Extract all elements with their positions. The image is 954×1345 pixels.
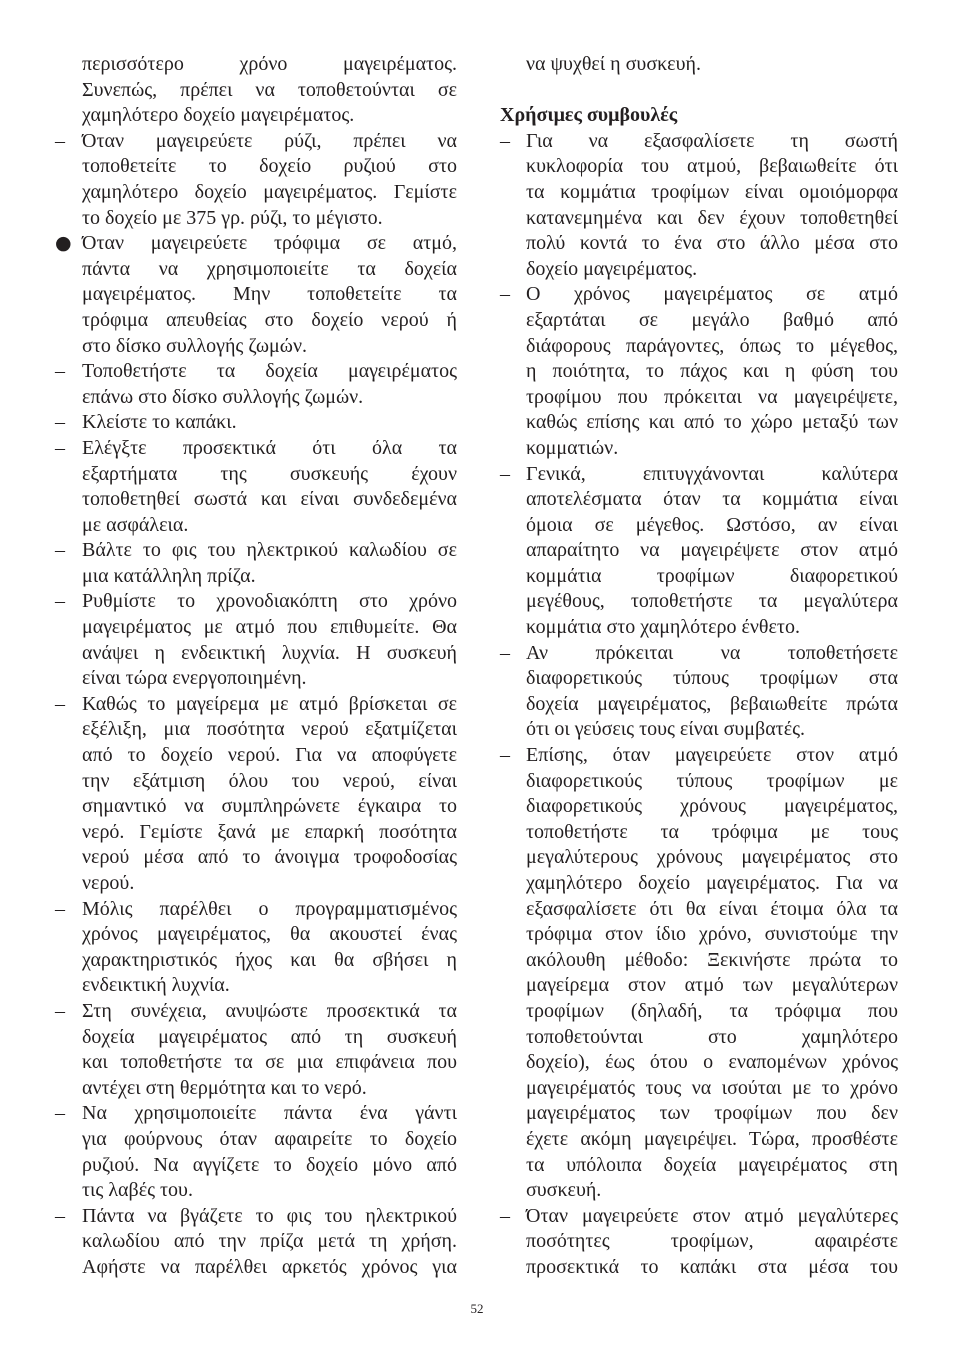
- bullet-marker: ●: [55, 232, 72, 255]
- text-line: ανάψει η ενδεικτική λυχνία. Η συσκευή: [82, 641, 457, 664]
- dash-marker: –: [500, 1204, 510, 1227]
- text-line: ακόλουθη μέθοδο: Ξεκινήστε πρώτα το: [526, 948, 898, 971]
- paragraph-text: [526, 462, 898, 641]
- paragraph-text: [82, 897, 457, 999]
- paragraph-text: [82, 589, 457, 691]
- text-line: Μόλις παρέλθει ο προγραμματισμένος: [82, 897, 457, 920]
- text-line: διαφορετικούς τύπους τροφίμων στα: [526, 667, 898, 690]
- dash-marker: –: [500, 283, 510, 306]
- list-item: [55, 129, 457, 231]
- paragraph-text: [82, 410, 457, 436]
- text-line: μεγέθους, τοποθετήστε τα μεγαλύτερα: [526, 590, 898, 613]
- text-line: τις λαβές του.: [82, 1179, 193, 1202]
- text-line: Ο χρόνος μαγειρέματος σε ατμό: [526, 283, 898, 306]
- paragraph-text: [82, 692, 457, 897]
- text-line: τα υπόλοιπα δοχεία μαγειρέματος στη: [526, 1153, 898, 1176]
- text-line: διαφορετικούς τύπους τροφίμων με: [526, 769, 898, 792]
- text-line: τα κομμάτια τροφίμων είναι ομοιόμορφα: [526, 180, 898, 203]
- text-line: ρυζιού. Να αγγίζετε το δοχείο μόνο από: [82, 1153, 457, 1176]
- text-line: καθώς επίσης και από το χώρο μεταξύ των: [526, 411, 898, 434]
- paragraph-text: [82, 436, 457, 538]
- text-line: Ελέγξτε προσεκτικά ότι όλα τα: [82, 436, 457, 459]
- list-item: [55, 999, 457, 1101]
- list-item: [500, 282, 898, 461]
- list-item: [55, 410, 457, 436]
- text-line: διαφορετικούς χρόνους μαγειρέματος,: [526, 795, 898, 818]
- dash-marker: –: [55, 897, 65, 920]
- text-line: μαγειρέματος. Μην τοποθετείτε τα: [82, 283, 457, 306]
- dash-marker: –: [500, 462, 510, 485]
- text-line: νερού μέσα από το άνοιγμα τροφοδοσίας: [82, 846, 457, 869]
- text-line: τρόφιμα στον ίδιο χρόνο, συνιστούμε την: [526, 923, 898, 946]
- text-line: σημαντικό να συμπληρώνετε έγκαιρα το: [82, 795, 457, 818]
- paragraph-text: [526, 282, 898, 461]
- paragraph-text: [82, 1204, 457, 1281]
- paragraph-text: [82, 129, 457, 231]
- text-line: Στη συνέχεια, ανυψώστε προσεκτικά τα: [82, 999, 457, 1022]
- marker-spacer: [500, 52, 526, 78]
- text-line: Αφήστε να παρέλθει αρκετός χρόνος για: [82, 1255, 457, 1278]
- text-line: ότι οι γεύσεις τους είναι συμβατές.: [526, 718, 806, 741]
- dash-marker: –: [55, 539, 65, 562]
- text-line: εξαρτήματα της συσκευής έχουν: [82, 462, 457, 485]
- text-line: τροφίμου που πρόκειται να μαγειρέψετε,: [526, 385, 898, 408]
- text-line: χαμηλότερο δοχείο μαγειρέματος.: [82, 104, 355, 127]
- section-heading: Χρήσιμες συμβουλές: [500, 104, 678, 127]
- text-line: τοποθετούνται στο χαμηλότερο: [526, 1025, 898, 1048]
- text-line: στο δίσκο συλλογής ζωμών.: [82, 334, 307, 357]
- text-line: Βάλτε το φις του ηλεκτρικού καλωδίου σε: [82, 539, 457, 562]
- paragraph-text: [526, 743, 898, 1204]
- text-line: ποσότητες τροφίμων, αφαιρέστε: [526, 1230, 898, 1253]
- continuation-paragraph: [500, 52, 898, 78]
- text-line: τοποθετήστε τα τρόφιμα με τους: [526, 820, 898, 843]
- text-line: χαρακτηριστικός ήχος και θα σβήσει η: [82, 948, 457, 971]
- text-line: όμοια σε μέγεθος. Ωστόσο, αν είναι: [526, 513, 898, 536]
- text-line: χαμηλότερο δοχείο μαγειρέματος. Γεμίστε: [82, 180, 457, 203]
- list-item: [500, 129, 898, 283]
- text-line: δοχείο μαγειρέματος.: [526, 257, 698, 280]
- list-item: [55, 692, 457, 897]
- list-item: [55, 359, 457, 410]
- text-line: δοχεία μαγειρέματος από τη συσκευή: [82, 1025, 457, 1048]
- right-column: [500, 52, 898, 1281]
- dash-marker: –: [500, 129, 510, 152]
- text-line: Όταν μαγειρεύετε ρύζι, πρέπει να: [82, 129, 457, 152]
- text-line: τοποθετηθεί σωστά και είναι συνδεδεμένα: [82, 488, 457, 511]
- paragraph-text: [526, 641, 898, 743]
- text-line: δοχείο), έως ότου ο εναπομένων χρόνος: [526, 1051, 898, 1074]
- text-line: εξέλιξη, μια ποσότητα νερού εξατμίζεται: [82, 718, 457, 741]
- text-line: κυκλοφορία του ατμού, βεβαιωθείτε ότι: [526, 155, 898, 178]
- text-line: μεγαλύτερους χρόνους μαγειρέματος στο: [526, 846, 898, 869]
- marker-spacer: [55, 52, 82, 129]
- text-line: τρόφιμα απευθείας στο δοχείο νερού ή: [82, 308, 457, 331]
- text-line: μαγείρεμα στον ατμό των μεγαλύτερων: [526, 974, 898, 997]
- text-line: Πάντα να βγάζετε το φις του ηλεκτρικού: [82, 1204, 457, 1227]
- list-item: [55, 538, 457, 589]
- text-line: νερού.: [82, 872, 135, 894]
- text-line: αντέχει στη θερμότητα και το νερό.: [82, 1076, 367, 1099]
- text-line: περισσότερο χρόνο μαγειρέματος.: [82, 53, 457, 75]
- paragraph-text: [526, 1204, 898, 1281]
- dash-marker: –: [55, 360, 65, 383]
- text-line: Όταν μαγειρεύετε στον ατμό μεγαλύτερες: [526, 1204, 898, 1227]
- list-item: [500, 743, 898, 1204]
- text-line: η ποιότητα, το πάχος και η φύση του: [526, 360, 898, 383]
- left-column: [55, 52, 457, 1281]
- dash-marker: –: [55, 411, 65, 434]
- text-line: αποτελέσματα όταν τα κομμάτια είναι: [526, 488, 898, 511]
- dash-marker: –: [55, 436, 65, 459]
- dash-marker: –: [500, 744, 510, 767]
- dash-marker: –: [55, 1102, 65, 1125]
- text-line: μαγειρέματος των τροφίμων που δεν: [526, 1102, 898, 1125]
- text-line: προσεκτικά το καπάκι στα μέσα του: [526, 1255, 898, 1278]
- text-line: μια κατάλληλη πρίζα.: [82, 564, 256, 587]
- text-line: το δοχείο με 375 γρ. ρύζι, το μέγιστο.: [82, 206, 383, 229]
- text-line: καλωδίου από την πρίζα μετά τη χρήση.: [82, 1230, 457, 1253]
- text-line: Ρυθμίστε το χρονοδιακόπτη στο χρόνο: [82, 590, 457, 613]
- text-line: από το δοχείο νερού. Για να αποφύγετε: [82, 744, 457, 767]
- text-line: ενδεικτική λυχνία.: [82, 974, 230, 997]
- text-line: νερό. Γεμίστε ξανά με επαρκή ποσότητα: [82, 820, 457, 843]
- list-item: [55, 897, 457, 999]
- text-line: κομμάτια στο χαμηλότερο ένθετο.: [526, 616, 800, 639]
- dash-marker: –: [500, 641, 510, 664]
- text-line: και τοποθετήστε τα σε μια επιφάνεια που: [82, 1051, 457, 1074]
- dash-marker: –: [55, 1204, 65, 1227]
- text-line: πάντα να χρησιμοποιείτε τα δοχεία: [82, 257, 457, 280]
- text-line: Καθώς το μαγείρεμα με ατμό βρίσκεται σε: [82, 692, 457, 715]
- text-line: είναι τώρα ενεργοποιημένη.: [82, 667, 307, 690]
- text-line: χαμηλότερο δοχείο μαγειρέματος. Για να: [526, 872, 898, 894]
- text-line: την εξάτμιση όλου του νερού, είναι: [82, 769, 457, 792]
- text-line: να ψυχθεί η συσκευή.: [526, 53, 701, 75]
- text-line: μαγειρέματός τους να ισούται με το χρόνο: [526, 1076, 898, 1099]
- text-line: με ασφάλεια.: [82, 513, 189, 536]
- text-line: μαγειρέματος με ατμό που επιθυμείτε. Θα: [82, 616, 457, 639]
- text-line: χρόνος μαγειρέματος, θα ακουστεί ένας: [82, 923, 457, 946]
- list-item: [55, 589, 457, 691]
- text-line: κατανεμημένα και δεν έχουν τοποθετηθεί: [526, 206, 898, 229]
- page-number: 52: [470, 1301, 484, 1316]
- text-line: Για να εξασφαλίσετε τη σωστή: [526, 129, 898, 152]
- paragraph-text: [82, 52, 457, 129]
- text-line: Επίσης, όταν μαγειρεύετε στον ατμό: [526, 744, 898, 767]
- list-item: [500, 1204, 898, 1281]
- dash-marker: –: [55, 999, 65, 1022]
- list-item: [55, 436, 457, 538]
- paragraph-text: [82, 538, 457, 589]
- text-line: απαραίτητο να μαγειρέψετε στον ατμό: [526, 539, 898, 562]
- list-item: [55, 1101, 457, 1203]
- text-line: δοχεία μαγειρέματος, βεβαιωθείτε πρώτα: [526, 692, 898, 715]
- list-item: [500, 641, 898, 743]
- list-item: [55, 1204, 457, 1281]
- text-line: κομματιών.: [526, 436, 619, 459]
- dash-marker: –: [55, 692, 65, 715]
- paragraph-text: [82, 231, 457, 359]
- text-line: επάνω στο δίσκο συλλογής ζωμών.: [82, 385, 364, 408]
- text-line: εξασφαλίσετε ότι θα είναι έτοιμα όλα τα: [526, 897, 898, 920]
- paragraph-text: [82, 359, 457, 410]
- text-line: Να χρησιμοποιείτε πάντα ένα γάντι: [82, 1102, 457, 1125]
- text-line: Όταν μαγειρεύετε τρόφιμα σε ατμό,: [82, 232, 457, 255]
- list-item: [500, 462, 898, 641]
- paragraph-text: [526, 52, 898, 78]
- text-line: Γενικά, επιτυγχάνονται καλύτερα: [526, 462, 898, 485]
- paragraph-text: [526, 129, 898, 283]
- text-line: Συνεπώς, πρέπει να τοποθετούνται σε: [82, 78, 457, 101]
- text-line: Κλείστε το καπάκι.: [82, 411, 237, 434]
- paragraph-text: [82, 999, 457, 1101]
- text-line: πολύ κοντά το ένα στο άλλο μέσα στο: [526, 232, 898, 255]
- continuation-paragraph: [55, 52, 457, 129]
- list-item: [55, 231, 457, 359]
- text-line: για φούρνους όταν αφαιρείτε το δοχείο: [82, 1127, 457, 1150]
- text-line: συσκευή.: [526, 1179, 602, 1202]
- text-line: Αν πρόκειται να τοποθετήσετε: [526, 641, 898, 664]
- dash-marker: –: [55, 129, 65, 152]
- dash-marker: –: [55, 590, 65, 613]
- text-line: διάφορους παράγοντες, όπως το μέγεθος,: [526, 334, 898, 357]
- text-line: εξαρτάται σε μεγάλο βαθμό από: [526, 308, 898, 331]
- text-line: τροφίμων (δηλαδή, τα τρόφιμα που: [526, 999, 898, 1022]
- text-line: κομμάτια τροφίμων διαφορετικού: [526, 564, 898, 587]
- paragraph-text: [82, 1101, 457, 1203]
- text-line: τοποθετείτε το δοχείο ρυζιού στο: [82, 155, 457, 178]
- text-line: Τοποθετήστε τα δοχεία μαγειρέματος: [82, 360, 457, 383]
- text-line: έχετε ακόμη μαγειρέψει. Τώρα, προσθέστε: [526, 1127, 898, 1150]
- blank-line: [500, 78, 898, 104]
